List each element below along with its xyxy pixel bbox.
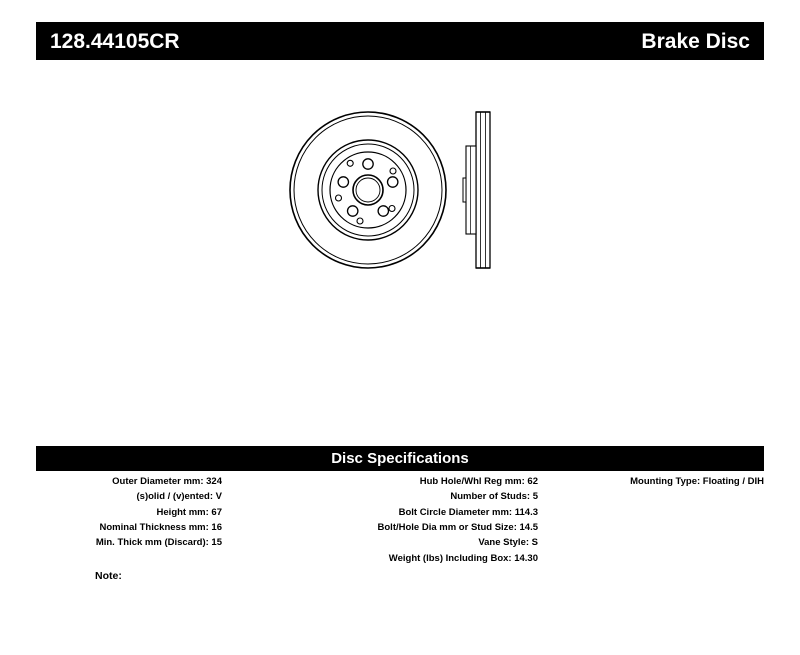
spec-column-middle	[238, 476, 538, 565]
spec-row: Mounting Type: Floating / DIH	[630, 476, 764, 487]
spec-row: Bolt/Hole Dia mm or Stud Size: 14.5	[377, 522, 538, 534]
spec-row: Hub Hole/Whl Reg mm: 62	[419, 476, 538, 487]
spec-row: Nominal Thickness mm: 16	[99, 522, 222, 534]
spec-column-left	[36, 476, 222, 565]
note-label: Note:	[95, 570, 122, 582]
spec-row: Min. Thick mm (Discard): 15	[95, 537, 222, 549]
spec-columns	[36, 476, 764, 565]
header-bar	[36, 22, 764, 60]
brake-disc-edge-view	[463, 112, 490, 268]
spec-title-bar: Disc Specifications	[36, 446, 764, 471]
brake-disc-face-view	[290, 112, 446, 268]
product-type: Brake Disc	[641, 29, 750, 53]
spec-row: (s)olid / (v)ented: V	[136, 491, 222, 503]
spec-row: Vane Style: S	[478, 537, 538, 549]
brake-disc-drawing	[280, 100, 540, 280]
spec-row: Outer Diameter mm: 324	[112, 476, 222, 487]
part-number: 128.44105CR	[50, 29, 180, 53]
drawing-area	[280, 100, 540, 280]
spec-column-right	[554, 476, 764, 565]
spec-row: Number of Studs: 5	[450, 491, 538, 503]
spec-row: Height mm: 67	[156, 506, 222, 518]
spec-row: Weight (lbs) Including Box: 14.30	[388, 552, 538, 564]
spec-row: Bolt Circle Diameter mm: 114.3	[398, 506, 538, 518]
